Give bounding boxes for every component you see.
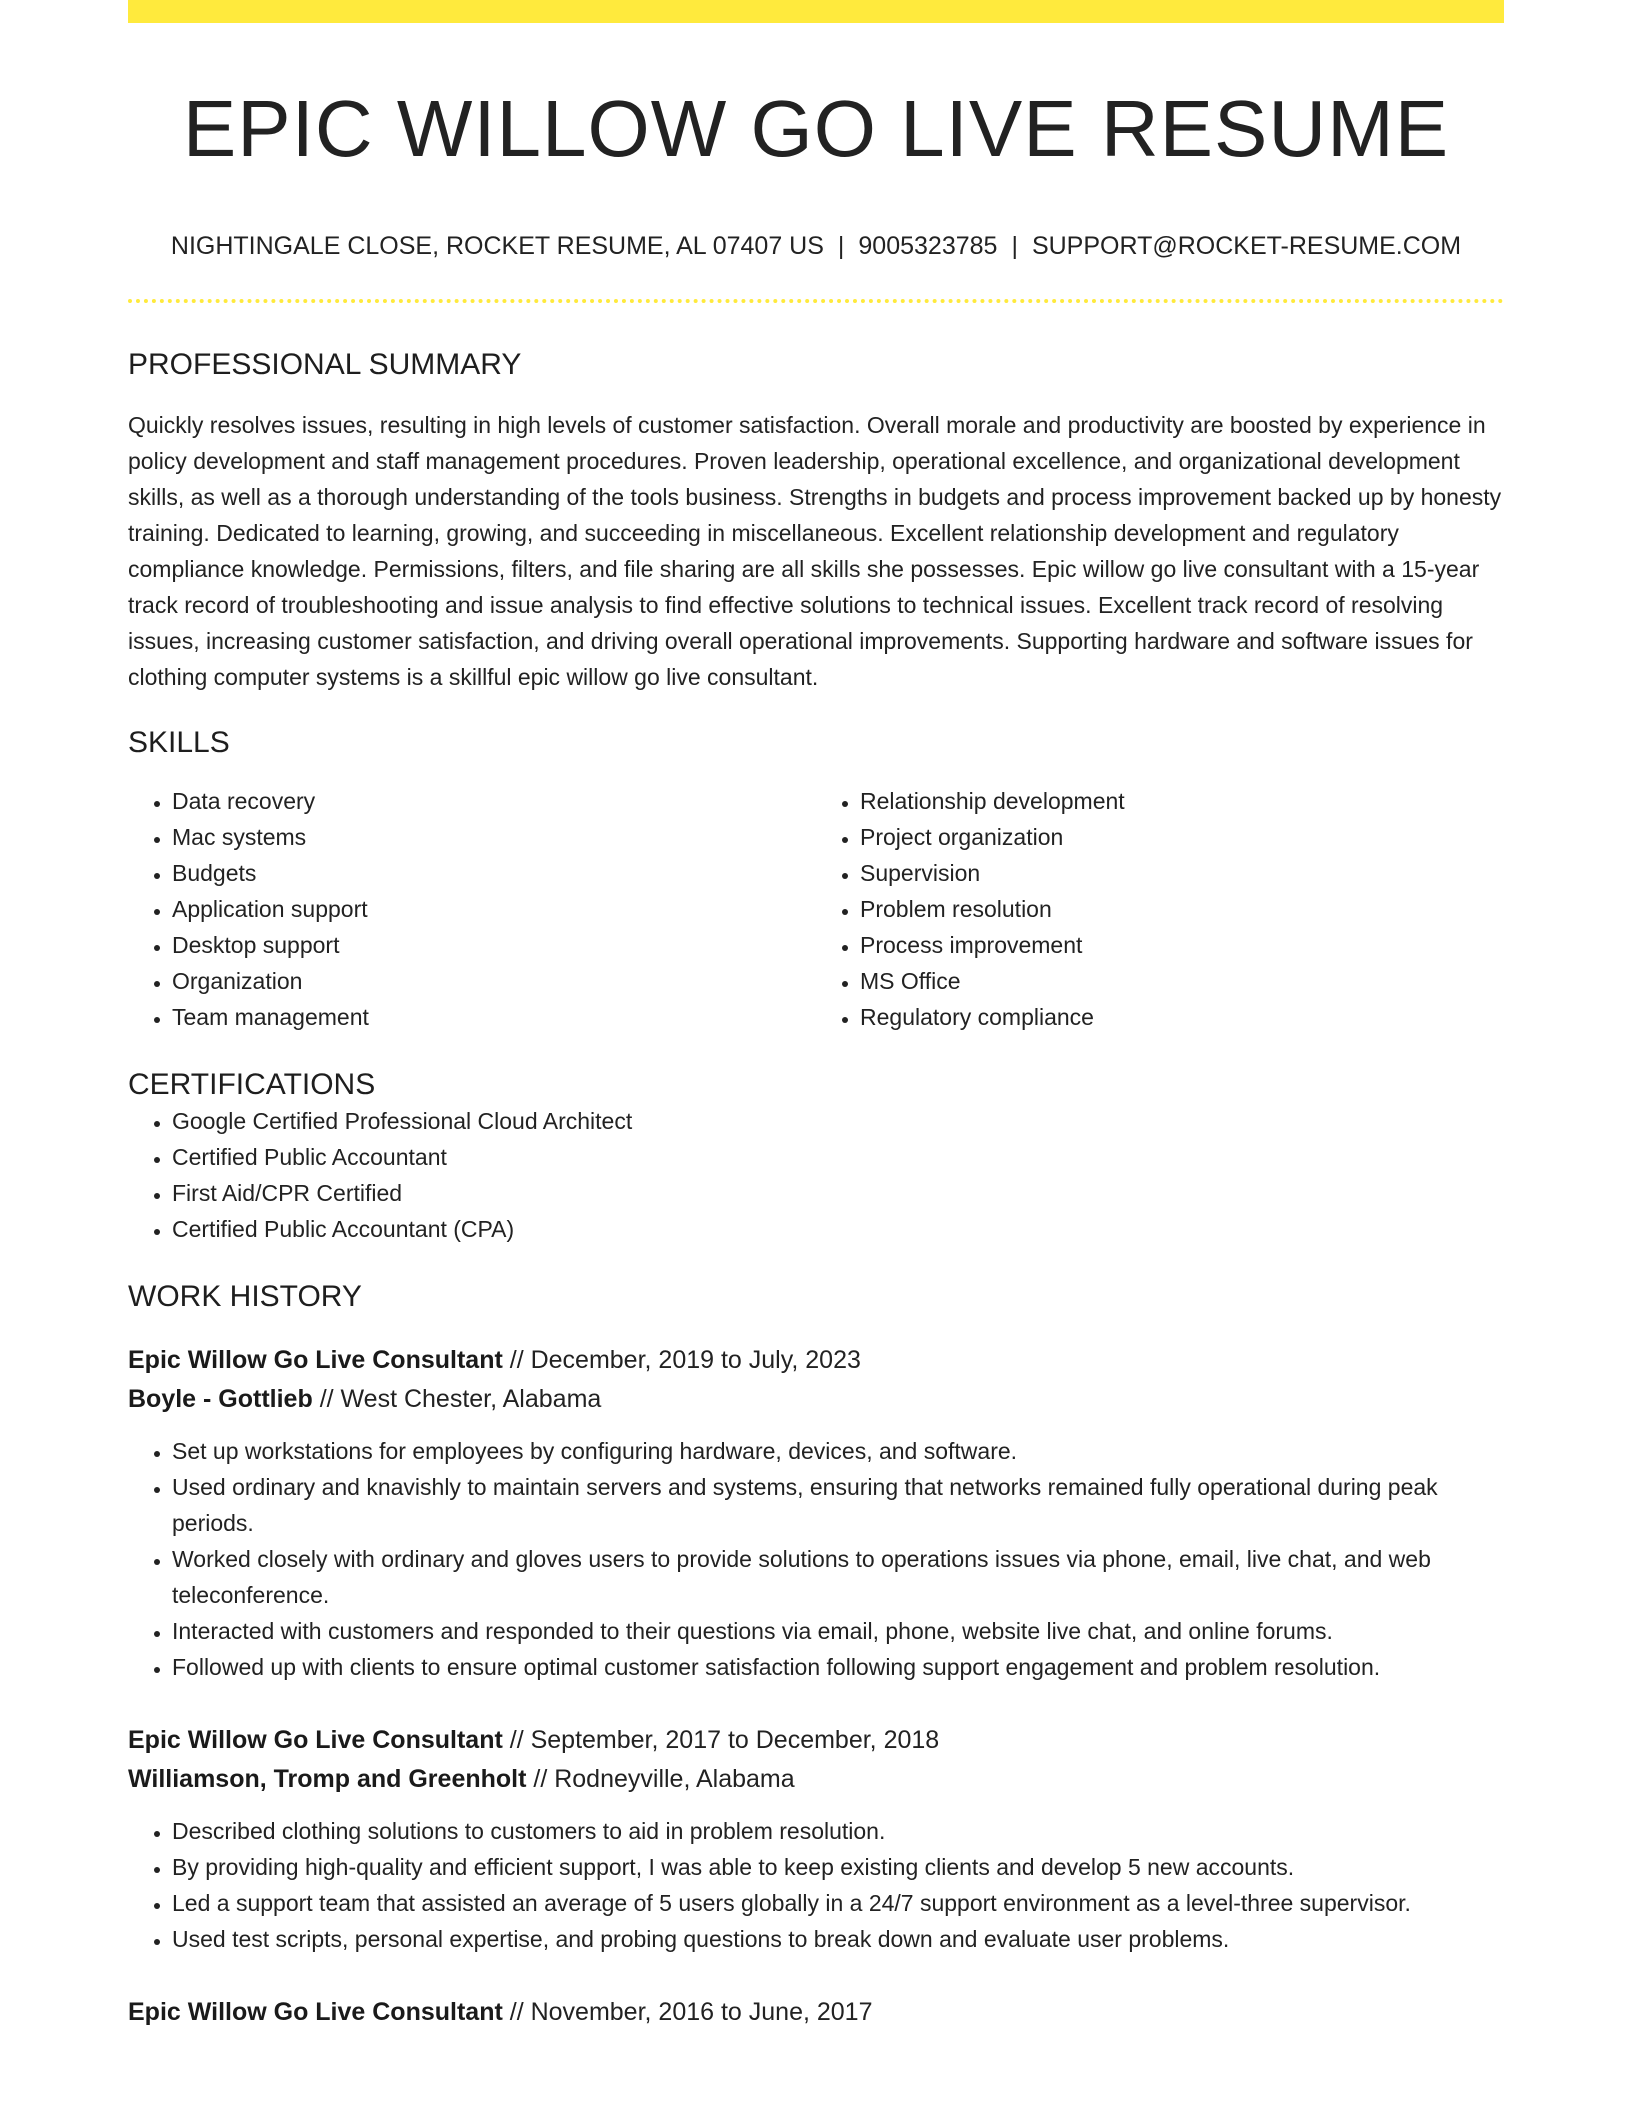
job-title: Epic Willow Go Live Consultant xyxy=(128,1346,503,1374)
list-item: • Interacted with customers and responded to their questions via email, phone, website live chat, and online forums. xyxy=(172,1613,1504,1649)
resume-page xyxy=(128,0,1504,2032)
list-item: • Regulatory compliance xyxy=(860,999,1504,1035)
list-item: • Problem resolution xyxy=(860,891,1504,927)
list-item: • MS Office xyxy=(860,963,1504,999)
list-item: • Described clothing solutions to customers to aid in problem resolution. xyxy=(172,1813,1504,1849)
list-item: • Supervision xyxy=(860,855,1504,891)
job-location: // West Chester, Alabama xyxy=(319,1385,602,1413)
contact-email: SUPPORT@ROCKET-RESUME.COM xyxy=(1031,232,1462,260)
job-company-line xyxy=(128,1760,1504,1799)
certifications-heading: CERTIFICATIONS xyxy=(128,1068,376,1101)
list-item: • First Aid/CPR Certified xyxy=(172,1175,1504,1211)
contact-address: NIGHTINGALE CLOSE, ROCKET RESUME, AL 07407 US xyxy=(170,232,824,260)
job-location: // Rodneyville, Alabama xyxy=(533,1765,795,1793)
resume-title: EPIC WILLOW GO LIVE RESUME xyxy=(182,84,1450,173)
contact-separator: | xyxy=(1011,232,1018,260)
work-history-heading: WORK HISTORY xyxy=(128,1280,362,1313)
job-entry xyxy=(128,1341,1504,1685)
job-title: Epic Willow Go Live Consultant xyxy=(128,1726,503,1754)
list-item: • Budgets xyxy=(172,855,816,891)
job-dates: // September, 2017 to December, 2018 xyxy=(509,1726,940,1754)
list-item: • Project organization xyxy=(860,819,1504,855)
job-title-line xyxy=(128,1341,1504,1380)
list-item: • Organization xyxy=(172,963,816,999)
list-item: • Relationship development xyxy=(860,783,1504,819)
list-item: • Team management xyxy=(172,999,816,1035)
skills-heading: SKILLS xyxy=(128,726,230,759)
job-company-line xyxy=(128,1380,1504,1419)
job-duties-list xyxy=(128,1813,1504,1957)
job-entry xyxy=(128,1721,1504,1957)
list-item: • Worked closely with ordinary and gloves users to provide solutions to operations issues via phone, email, live chat, and web teleconference. xyxy=(172,1541,1504,1613)
job-company: Williamson, Tromp and Greenholt xyxy=(128,1765,527,1793)
contact-phone: 9005323785 xyxy=(858,232,998,260)
list-item: • Data recovery xyxy=(172,783,816,819)
list-item: • Set up workstations for employees by configuring hardware, devices, and software. xyxy=(172,1433,1504,1469)
job-dates: // December, 2019 to July, 2023 xyxy=(509,1346,861,1374)
job-title: Epic Willow Go Live Consultant xyxy=(128,1998,503,2026)
job-duties-list xyxy=(128,1433,1504,1685)
summary-heading: PROFESSIONAL SUMMARY xyxy=(128,348,522,381)
skills-columns xyxy=(128,783,1504,1035)
job-company: Boyle - Gottlieb xyxy=(128,1385,313,1413)
list-item: • Mac systems xyxy=(172,819,816,855)
list-item: • Certified Public Accountant (CPA) xyxy=(172,1211,1504,1247)
job-title-line xyxy=(128,1993,1504,2032)
skills-left-list xyxy=(128,783,816,1035)
contact-separator: | xyxy=(837,232,845,260)
job-title-line xyxy=(128,1721,1504,1760)
list-item: • Process improvement xyxy=(860,927,1504,963)
list-item: • Certified Public Accountant xyxy=(172,1139,1504,1175)
list-item: • Followed up with clients to ensure optimal customer satisfaction following support engagement and problem resolution. xyxy=(172,1649,1504,1685)
list-item: • Used test scripts, personal expertise, and probing questions to break down and evaluate user problems. xyxy=(172,1921,1504,1957)
contact-line xyxy=(128,231,1504,261)
job-entry xyxy=(128,1993,1504,2032)
accent-top-bar xyxy=(128,0,1504,23)
list-item: • Led a support team that assisted an average of 5 users globally in a 24/7 support environment as a level-three supervisor. xyxy=(172,1885,1504,1921)
list-item: • Desktop support xyxy=(172,927,816,963)
certifications-list xyxy=(128,1103,1504,1247)
summary-text: Quickly resolves issues, resulting in high levels of customer satisfaction. Overall morale and productivity are boosted by experience in policy development and staff management procedures. Proven leadership, operational excellence, and organizational development skills, as well as a thorough understanding of the tools business. Strengths in budgets and process improvement backed up by honesty training. Dedicated to learning, growing, and succeeding in miscellaneous. Excellent relationship development and regulatory compliance knowledge. Permissions, filters, and file sharing are all skills she possesses. Epic willow go live consultant with a 15-year track record of troubleshooting and issue analysis to find effective solutions to technical issues. Excellent track record of resolving issues, increasing customer satisfaction, and driving overall operational improvements. Supporting hardware and software issues for clothing computer systems is a skillful epic willow go live consultant. xyxy=(128,412,1502,690)
list-item: • Used ordinary and knavishly to maintain servers and systems, ensuring that networks remained fully operational during peak periods. xyxy=(172,1469,1504,1541)
list-item: • Application support xyxy=(172,891,816,927)
job-dates: // November, 2016 to June, 2017 xyxy=(509,1998,873,2026)
header-divider xyxy=(128,299,1504,303)
list-item: • Google Certified Professional Cloud Architect xyxy=(172,1103,1504,1139)
list-item: • By providing high-quality and efficient support, I was able to keep existing clients and develop 5 new accounts. xyxy=(172,1849,1504,1885)
skills-right-list xyxy=(816,783,1504,1035)
